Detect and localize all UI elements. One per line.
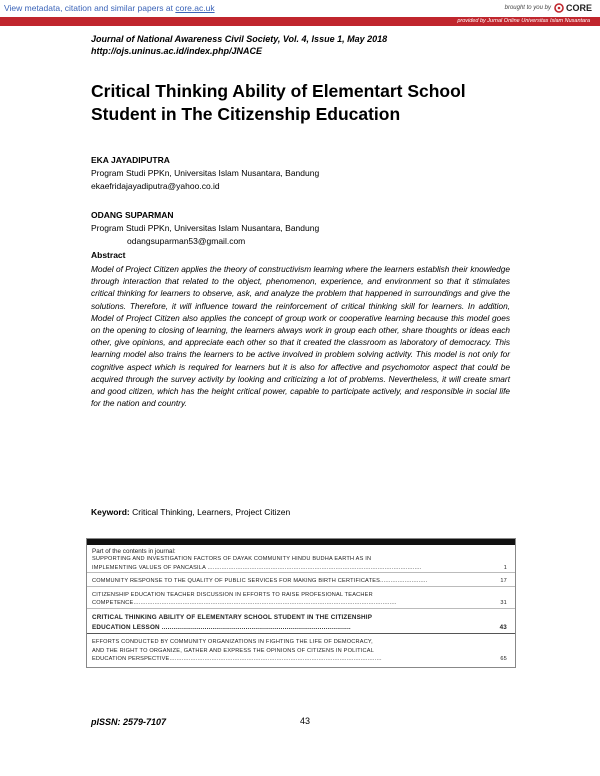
- author-name: ODANG SUPARMAN: [91, 210, 174, 220]
- toc-line: CRITICAL THINKING ABILITY OF ELEMENTARY SCHOOL STUDENT IN THE CITIZENSHIP: [92, 613, 373, 621]
- metadata-link-line[interactable]: [4, 3, 215, 13]
- keywords-text: Critical Thinking, Learners, Project Citizen: [129, 507, 291, 517]
- author-affiliation: Program Studi PPKn, Universitas Islam Nusantara, Bandung: [91, 168, 320, 178]
- core-link[interactable]: core.ac.uk: [175, 3, 215, 13]
- toc-line: SUPPORTING AND INVESTIGATION FACTORS OF DAYAK COMMUNITY HINDU BUDHA EARTH AS IN: [92, 556, 372, 562]
- toc-item[interactable]: [87, 638, 515, 664]
- toc-line: EFFORTS CONDUCTED BY COMMUNITY ORGANIZATIONS IN FIGHTING THE LIFE OF DEMOCRACY,: [92, 638, 373, 645]
- toc-item[interactable]: [87, 591, 515, 609]
- title-line-2: Student in The Citizenship Education: [91, 104, 401, 124]
- toc-line: EDUCATION PERSPECTIVE: [92, 656, 170, 663]
- toc-line: COMPETENCE: [92, 600, 134, 607]
- brought-by: [505, 3, 592, 13]
- toc-page: 17: [500, 578, 507, 585]
- footer-issn: pISSN: 2579-7107: [91, 717, 167, 727]
- toc-line: EDUCATION LESSON: [92, 623, 160, 631]
- core-banner: [0, 0, 600, 17]
- metadata-text: View metadata, citation and similar papers at: [4, 3, 176, 13]
- toc-item[interactable]: [87, 555, 515, 573]
- toc-page: 43: [499, 623, 507, 631]
- core-logo[interactable]: [554, 3, 592, 13]
- toc-dots: .........................................................................................................................: [169, 656, 382, 663]
- core-label: CORE: [565, 3, 592, 13]
- journal-contents-box: [86, 538, 516, 668]
- author-affiliation: Program Studi PPKn, Universitas Islam Nusantara, Bandung: [91, 223, 320, 233]
- keywords: [91, 507, 290, 517]
- brought-by-text: brought to you by: [504, 5, 551, 11]
- paper-title: [91, 80, 511, 126]
- abstract-body: Model of Project Citizen applies the theory of constructivism learning where the learners establish their knowledge through interaction that related to the object, phenomenon, experience, and environment so that it stimulates critical thinking for learners to observe, ask, and analyze the problem that happened in surroundings and give the solutions. Therefore, it will influence toward the reinforcement of critical thinking skill for learners. In addition, Model of Project Citizen also applies the concept of group work or cooperative learning because this model goes on the opening to closing of learning, the learners always work in group each other, share thoughts or ideas each other, give opinions, and appreciate each other so that it created the classroom as laboratory of democracy. This learning model also trains the learners to be active involved in problem solving activity. This model is not only for cognitive aspect which is required for learners but it is also for affective and psychomotor aspect that could be acquired through the survey activity by looking and criticizing a lot of problems. Nevertheless, it will create smart and good citizen, which has the height critical power, capable to participate actively, and responsible in social life for the nation and country.: [91, 264, 510, 409]
- page-number: 43: [300, 716, 311, 726]
- author-block: [91, 154, 319, 193]
- toc-line: AND THE RIGHT TO ORGANIZE, GATHER AND EXPRESS THE OPINIONS OF CITIZENS IN POLITICAL: [92, 647, 375, 654]
- toc-line: COMMUNITY RESPONSE TO THE QUALITY OF PUBLIC SERVICES FOR MAKING BIRTH CERTIFICATES: [92, 578, 381, 585]
- toc-dots: ...........................: [380, 578, 428, 585]
- author-block: [91, 209, 319, 248]
- provider-text[interactable]: provided by Jurnal Online Universitas Islam Nusantara: [457, 18, 590, 24]
- toc-item-current[interactable]: [87, 613, 515, 634]
- author-email[interactable]: ekaefridajayadiputra@yahoo.co.id: [91, 181, 220, 191]
- toc-dots: ......................................................................................................................................................: [133, 600, 397, 607]
- toc-dots: ..........................................................................................................................: [205, 564, 422, 571]
- toc-page: 31: [500, 600, 507, 607]
- toc-dots: .................................................................................................: [159, 623, 351, 631]
- provider-bar: [0, 17, 600, 26]
- journal-citation: Journal of National Awareness Civil Society, Vol. 4, Issue 1, May 2018: [91, 34, 388, 44]
- toc-item[interactable]: [87, 577, 515, 587]
- title-line-1: Critical Thinking Ability of Elementart School: [91, 81, 466, 101]
- author-email[interactable]: odangsuparman53@gmail.com: [127, 236, 246, 246]
- author-name: EKA JAYADIPUTRA: [91, 155, 170, 165]
- toc-page: 65: [500, 656, 507, 663]
- toc-line: IMPLEMENTING VALUES OF PANCASILA: [92, 564, 206, 571]
- journal-url[interactable]: http://ojs.uninus.ac.id/index.php/JNACE: [91, 45, 263, 56]
- abstract-heading: Abstract: [91, 250, 126, 260]
- toc-line: CITIZENSHIP EDUCATION TEACHER DISCUSSION IN EFFORTS TO RAISE PROFESIONAL TEACHER: [92, 591, 373, 598]
- journal-header: [91, 34, 387, 57]
- core-logo-icon: [554, 3, 564, 13]
- toc-page: 1: [503, 564, 507, 571]
- keywords-label: Keyword:: [91, 507, 130, 517]
- contents-label: Part of the contents in journal:: [92, 548, 176, 555]
